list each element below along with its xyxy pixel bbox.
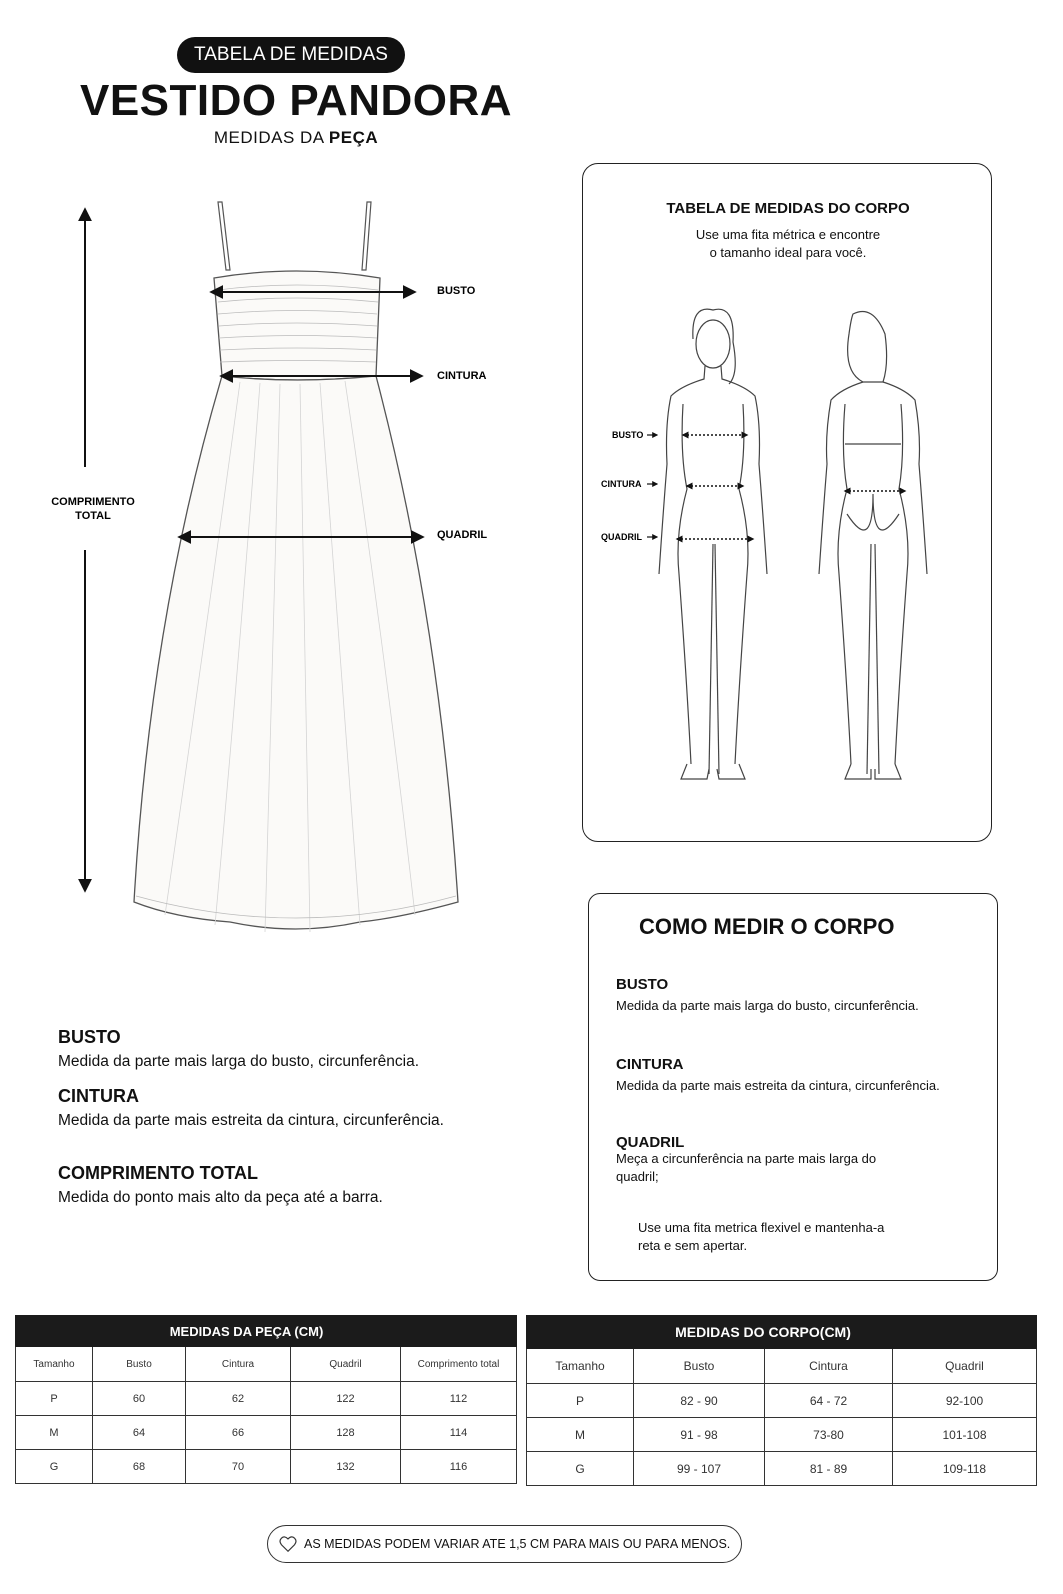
piece-table-title: MEDIDAS DA PEÇA (CM) — [93, 1316, 401, 1347]
variation-note — [267, 1525, 742, 1563]
how-to-measure-title: COMO MEDIR O CORPO — [639, 914, 895, 939]
table-row: P 82 - 90 64 - 72 92-100 — [527, 1384, 1037, 1418]
piece-waist-label: CINTURA — [58, 1086, 139, 1106]
table-row: P 60 62 122 112 — [16, 1382, 517, 1416]
howto-waist-text: Medida da parte mais estreita da cintura, circunferência. — [616, 1078, 940, 1093]
table-row: M 64 66 128 114 — [16, 1416, 517, 1450]
howto-tip: Use uma fita metrica flexivel e mantenha-a reta e sem apertar. — [638, 1220, 885, 1253]
column-header: Tamanho — [16, 1347, 93, 1382]
front-figure — [659, 309, 767, 779]
piece-bust-text: Medida da parte mais larga do busto, circunferência. — [58, 1053, 420, 1070]
heart-icon — [279, 1536, 297, 1552]
piece-bust-label: BUSTO — [58, 1027, 121, 1047]
body-table-title: MEDIDAS DO CORPO(CM) — [634, 1316, 893, 1349]
body-card-description: Use uma fita métrica e encontre o tamanho ideal para você. — [695, 227, 881, 260]
howto-hip-label: QUADRIL — [616, 1134, 685, 1151]
body-hip-label: QUADRIL — [601, 532, 642, 542]
waist-label: CINTURA — [437, 370, 487, 382]
body-card-title: TABELA DE MEDIDAS DO CORPO — [666, 200, 910, 217]
left-strap — [218, 202, 230, 270]
column-header: Busto — [93, 1347, 186, 1382]
bust-label: BUSTO — [437, 285, 476, 297]
body-figures — [583, 164, 993, 843]
how-to-measure-card — [588, 893, 998, 1281]
skirt — [134, 376, 458, 929]
column-header: Cintura — [186, 1347, 291, 1382]
piece-size-table — [15, 1315, 517, 1484]
body-waist-label: CINTURA — [601, 479, 642, 489]
table-row: G 68 70 132 116 — [16, 1450, 517, 1484]
size-chart-badge: TABELA DE MEDIDAS — [177, 37, 405, 73]
body-measurements-card — [582, 163, 992, 842]
hip-label: QUADRIL — [437, 529, 488, 541]
column-header: Comprimento total — [401, 1347, 517, 1382]
variation-note-text: AS MEDIDAS PODEM VARIAR ATE 1,5 CM PARA MAIS OU PARA MENOS. — [304, 1537, 731, 1551]
length-label: COMPRIMENTO — [51, 496, 135, 508]
howto-bust-label: BUSTO — [616, 976, 669, 993]
piece-length-text: Medida do ponto mais alto da peça até a barra. — [58, 1189, 383, 1206]
right-strap — [362, 202, 371, 270]
length-label-2: TOTAL — [75, 510, 111, 522]
back-figure — [819, 312, 927, 780]
product-subtitle: MEDIDAS DA PEÇA — [213, 128, 379, 147]
column-header: Tamanho — [527, 1349, 634, 1384]
column-header: Busto — [634, 1349, 765, 1384]
dress-diagram — [0, 180, 560, 950]
body-size-table — [526, 1315, 1037, 1486]
howto-hip-text: Meça a circunferência na parte mais larga do quadril; — [616, 1151, 877, 1184]
column-header: Quadril — [893, 1349, 1037, 1384]
column-header: Quadril — [291, 1347, 401, 1382]
piece-length-label: COMPRIMENTO TOTAL — [58, 1163, 258, 1183]
table-row: M 91 - 98 73-80 101-108 — [527, 1418, 1037, 1452]
product-title: VESTIDO PANDORA — [79, 76, 513, 125]
piece-waist-text: Medida da parte mais estreita da cintura, circunferência. — [58, 1112, 444, 1129]
body-bust-label: BUSTO — [612, 430, 644, 440]
column-header: Cintura — [765, 1349, 893, 1384]
howto-bust-text: Medida da parte mais larga do busto, circunferência. — [616, 998, 919, 1013]
howto-waist-label: CINTURA — [616, 1056, 684, 1073]
table-row: G 99 - 107 81 - 89 109-118 — [527, 1452, 1037, 1486]
